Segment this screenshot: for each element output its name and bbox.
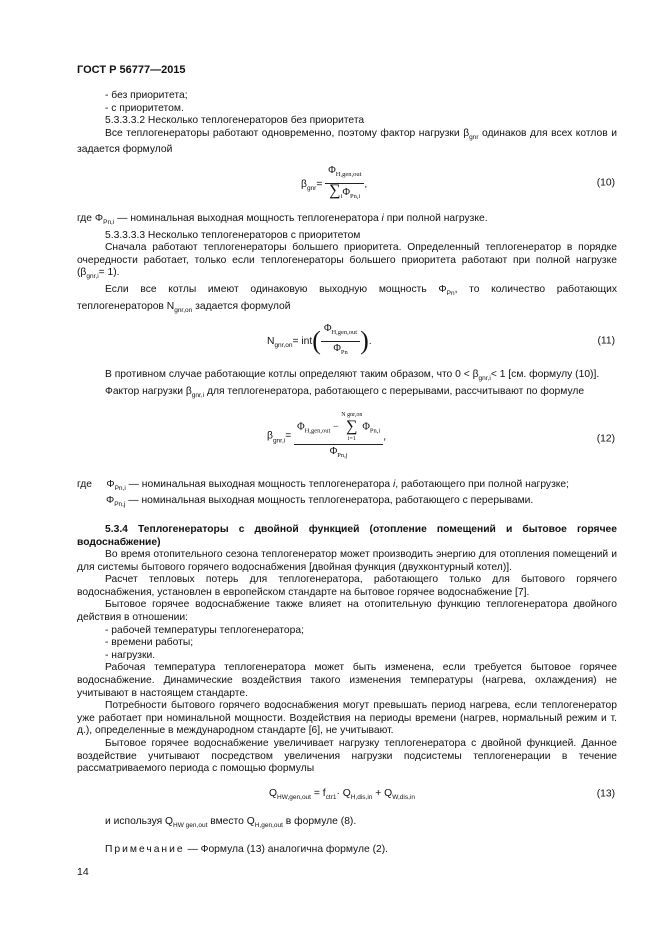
list-item: - рабочей температуры теплогенератора;: [105, 624, 304, 636]
definition: где $\Phi_{Pn,i}$ — номинальная выходная мощность теплогенератора i, работающего при полной нагрузке;: [77, 478, 570, 492]
document-header: ГОСТ Р 56777—2015: [77, 64, 186, 76]
formula-fraction: $\Phi_{H,gen,out}$ − N gnr,on ∑ i=1 $\Phi_{Pn,i}$ $\Phi_{Pn,j}$: [294, 411, 383, 463]
paragraph: Сначала работают теплогенераторы большего приоритета. Определенный теплогенератор в порядке очередности работает, только если теплогенераторы большего приоритета работают при полной нагрузке $(\beta_{gnr,i}= 1)$.: [77, 242, 617, 281]
paragraph: Фактор нагрузки $\beta_{gnr,i}$ для теплогенератора, работающего с перерывами, рассчитывают по формуле: [105, 386, 585, 400]
formula-13: $Q_{HW,gen,out} = f_{ctr1}\cdot Q_{H,dis,in} + Q_{W,dis,in}$ (13): [269, 787, 615, 801]
list-item: - времени работы;: [105, 637, 194, 649]
formula-11: $N_{gnr,on}= int$( $\frac{\Phi_{H,gen,out}}{\Phi_{Pn}}$ ). (11): [77, 321, 617, 363]
list-item: - с приоритетом.: [105, 102, 184, 114]
paren-left: (: [312, 326, 321, 356]
paragraph: В противном случае работающие котлы определяют таким образом, что $0 < \beta_{gnr,i}< 1$ [см. формулу (10)].: [105, 369, 600, 383]
main-content: [77, 90, 617, 857]
paragraph: Все теплогенераторы работают одновременно, поэтому фактор нагрузки $\beta_{gnr}$ одинаков для всех котлов и задается формулой: [77, 127, 617, 156]
formula-10: $\beta_{gnr}=$ $\frac{\Phi_{H,gen,out}}{\sum_i\Phi_{Pn,i}}$ , (10): [77, 161, 617, 207]
formula-12: $\beta_{gnr,i}=$ $\Phi_{H,gen,out}$ − N gnr,on ∑ i=1 $\Phi_{Pn,i}$ $\Phi_{Pn,j}$ , (12): [77, 407, 617, 473]
list-item: - без приоритета;: [105, 90, 188, 101]
paragraph: Бытовое горячее водоснабжение также влияет на отопительную функцию теплогенератора двойного действия в отношении:: [77, 599, 617, 624]
formula-number: (13): [596, 788, 615, 800]
definition: где $\Phi_{Pn,i}$ — номинальная выходная мощность теплогенератора i при полной нагрузке.: [77, 213, 488, 227]
page-number: 14: [77, 866, 89, 878]
list-item: - нагрузки.: [105, 649, 156, 661]
definition: $\Phi_{Pn,j}$ — номинальная выходная мощность теплогенератора, работающего с перерывами.: [106, 495, 534, 509]
formula-number: (11): [597, 336, 615, 348]
paragraph: Если все котлы имеют одинаковую выходную мощность $\Phi_{Pn}$, то количество работающих теплогенераторов $N_{gnr,on}$ задается формулой: [77, 284, 617, 314]
paragraph: Рабочая температура теплогенератора может быть изменена, если требуется бытовое горячее водоснабжение. Динамические воздействия такого изменения температуры (нагрева, охлаждения) не учитывают в настоящем стандарте.: [77, 662, 617, 699]
note-label: Примечание: [105, 844, 185, 856]
paragraph: Во время отопительного сезона теплогенератор может производить энергию для отопления помещений и для системы бытового горячего водоснабжения [двойная функция (двухконтурный котел)].: [77, 549, 617, 573]
formula-fraction: $\frac{\Phi_{H,gen,out}}{\Phi_{Pn}}$: [321, 323, 360, 359]
paren-right: ): [360, 326, 369, 356]
section-heading-534: 5.3.4 Теплогенераторы с двойной функцией (отопление помещений и бытовое горячее водоснабжение): [77, 523, 617, 548]
paragraph: и используя $Q_{HW gen,out}$ вместо $Q_{H,gen,out}$ в формуле (8).: [105, 815, 357, 829]
paragraph: Потребности бытового горячего водоснабжения могут превышать период нагрева, если теплогенератор уже работает при номинальной мощности. Воздействия на периоды времени (нагрев, нормальный режим и т. д.), определенные в международном стандарте [6], не учитывают.: [77, 700, 617, 737]
formula-fraction: $\frac{\Phi_{H,gen,out}}{\sum_i\Phi_{Pn,i}}$: [325, 165, 364, 203]
sum-operator: N gnr,on ∑ i=1: [341, 411, 363, 442]
formula-number: (10): [596, 177, 615, 189]
section-heading: 5.3.3.3.3 Несколько теплогенераторов с приоритетом: [105, 229, 361, 241]
paragraph: Расчет тепловых потерь для теплогенератора, работающего только для бытового горячего водоснабжения, установлен в европейском стандарте на бытовое горячее водоснабжение [7].: [77, 574, 617, 598]
section-heading: 5.3.3.3.2 Несколько теплогенераторов без приоритета: [105, 115, 365, 127]
paragraph: Бытовое горячее водоснабжение увеличивает нагрузку теплогенератора с двойной функцией. Данное воздействие учитывают посредством увеличения нагрузки подсистемы теплогенерации в течение рассматриваемого периода с помощью формулы: [77, 738, 617, 775]
formula-number: (12): [596, 433, 615, 445]
note: Примечание — Формула (13) аналогична формуле (2).: [105, 844, 389, 856]
